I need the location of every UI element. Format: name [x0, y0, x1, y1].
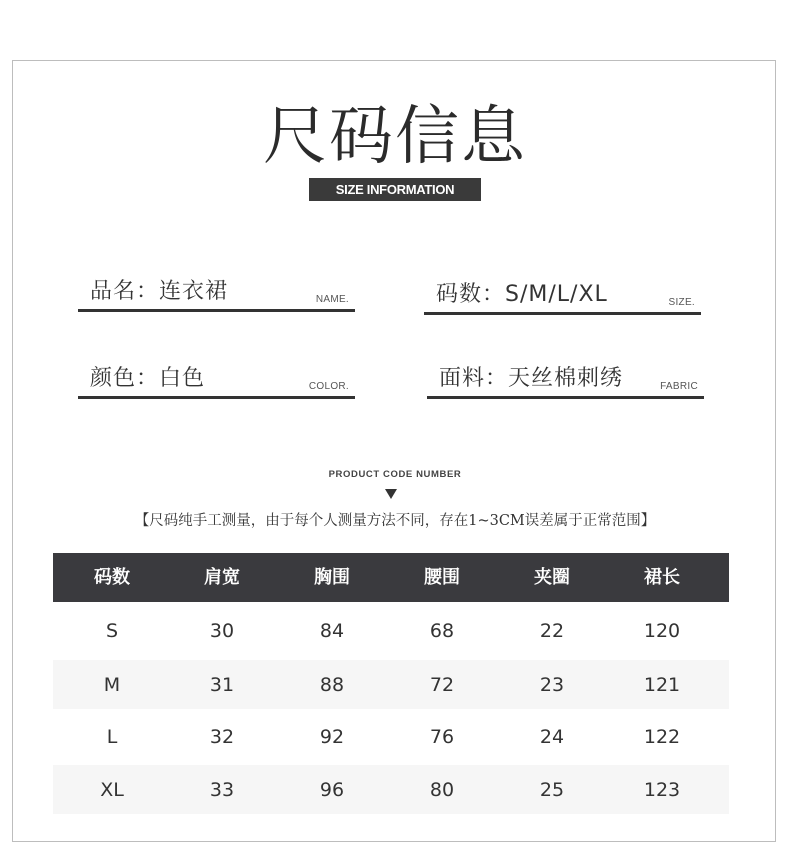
info-color-tag: COLOR. [308, 381, 349, 392]
product-code-label: PRODUCT CODE NUMBER [328, 469, 462, 480]
info-color-value: 颜色：白色 [90, 366, 206, 391]
table-cell: M [103, 673, 121, 696]
table-cell: 25 [539, 778, 565, 801]
table-row [53, 602, 729, 660]
table-cell: 33 [209, 778, 235, 801]
page-title: 尺码信息 [263, 100, 527, 174]
table-cell: 72 [429, 673, 455, 696]
table-cell: 23 [539, 673, 565, 696]
table-row [53, 765, 729, 814]
table-cell: 96 [319, 778, 345, 801]
table-cell: 30 [209, 620, 235, 642]
table-cell: 32 [209, 726, 235, 748]
info-fabric-value: 面料：天丝棉刺绣 [439, 366, 624, 391]
table-cell: 122 [643, 726, 681, 748]
table-cell: L [106, 726, 118, 748]
down-triangle-icon [385, 489, 397, 499]
table-header-cell: 肩宽 [204, 567, 240, 588]
info-name-value: 品名：连衣裙 [90, 279, 229, 304]
table-cell: 31 [209, 673, 235, 696]
table-cell: 68 [429, 620, 455, 642]
table-header-cell: 码数 [94, 567, 130, 588]
table-header-cell: 胸围 [314, 567, 350, 588]
table-header-cell: 裙长 [644, 567, 680, 588]
size-table [53, 553, 729, 814]
table-cell: 88 [319, 673, 345, 696]
table-cell: 123 [643, 778, 681, 801]
table-cell: 76 [429, 726, 455, 748]
table-cell: 24 [539, 726, 565, 748]
info-fabric-tag: FABRIC [660, 381, 698, 392]
info-size-value: 码数：S/M/L/XL [436, 282, 608, 307]
measurement-note: 【尺码纯手工测量，由于每个人测量方法不同，存在1~3CM误差属于正常范围】 [134, 513, 656, 529]
table-cell: 22 [539, 620, 565, 642]
table-cell: 80 [429, 778, 455, 801]
table-cell: 84 [319, 620, 345, 642]
table-row [53, 660, 729, 709]
info-name-tag: NAME. [315, 294, 349, 305]
table-cell: S [105, 620, 119, 642]
table-header-cell: 腰围 [424, 567, 460, 588]
info-fabric-field [427, 366, 704, 399]
info-size-field [424, 282, 701, 315]
table-header-row [53, 553, 729, 602]
info-name-field [78, 279, 355, 312]
table-cell: 120 [643, 620, 681, 642]
table-row [53, 709, 729, 765]
table-cell: XL [100, 778, 124, 801]
table-header-cell: 夹圈 [534, 567, 570, 588]
table-cell: 121 [643, 673, 681, 696]
info-size-tag: SIZE. [668, 297, 695, 308]
info-color-field [78, 366, 355, 399]
table-cell: 92 [319, 726, 345, 748]
page-subtitle: SIZE INFORMATION [309, 178, 481, 201]
